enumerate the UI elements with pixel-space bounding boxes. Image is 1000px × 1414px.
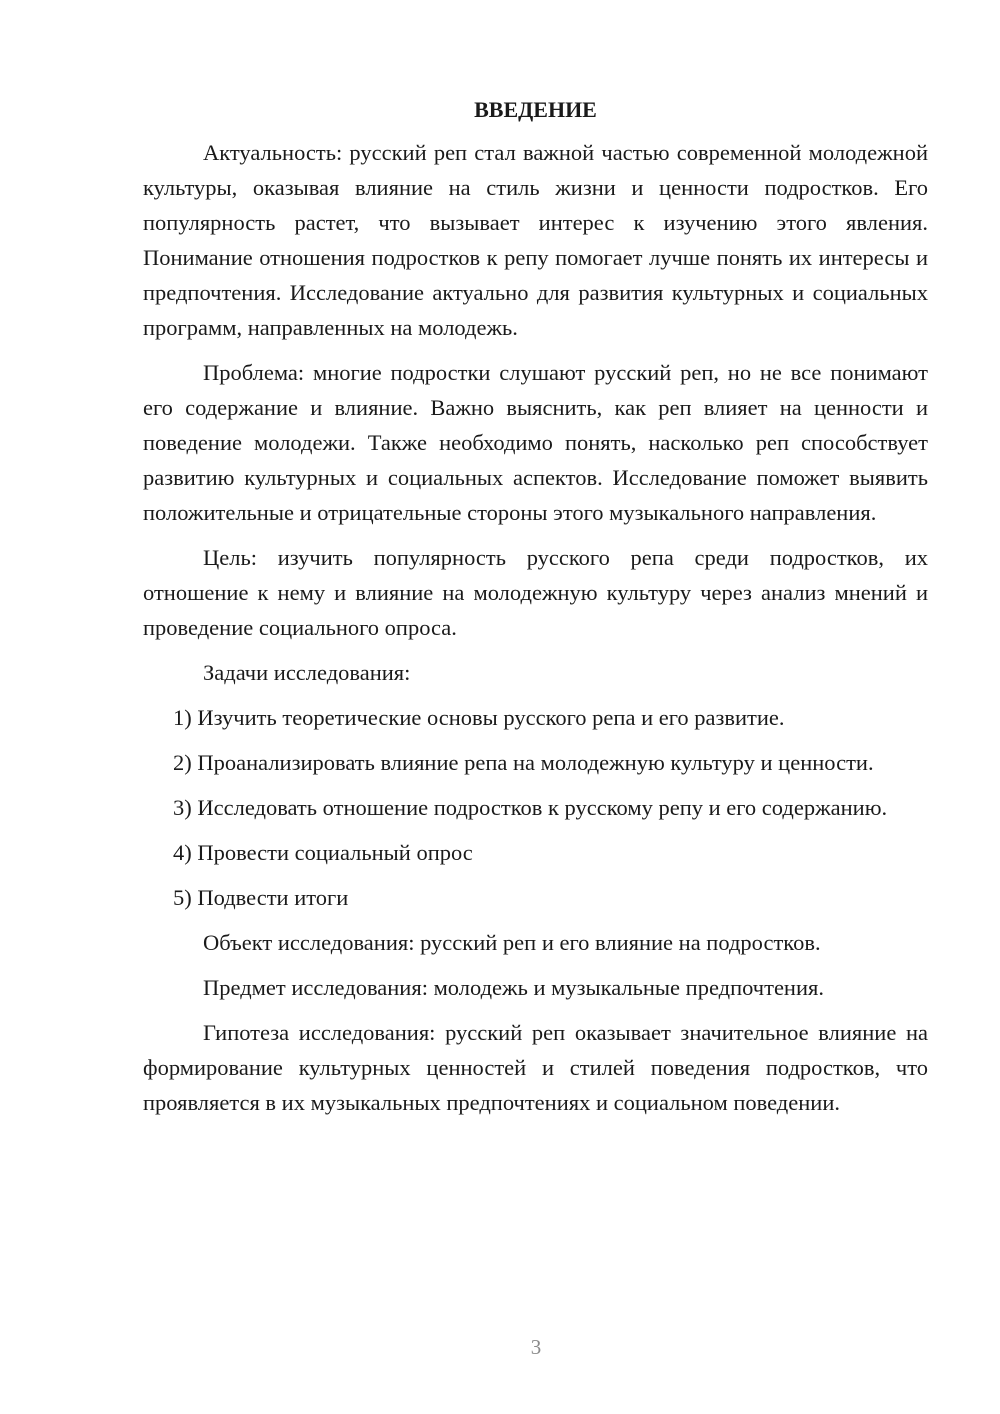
paragraph-object: Объект исследования: русский реп и его влияние на подростков. (203, 930, 821, 955)
paragraph-subject: Предмет исследования: молодежь и музыкальные предпочтения. (203, 975, 824, 1000)
section-heading: ВВЕДЕНИЕ (474, 97, 597, 122)
task-item-4: 4) Провести социальный опрос (173, 840, 473, 865)
task-item-5: 5) Подвести итоги (173, 885, 349, 910)
task-item-1: 1) Изучить теоретические основы русского репа и его развитие. (173, 705, 785, 730)
task-item-2: 2) Проанализировать влияние репа на молодежную культуру и ценности. (173, 750, 874, 775)
page-number: 3 (530, 1335, 542, 1359)
document-page (143, 95, 928, 1130)
paragraph-hypothesis: Гипотеза исследования: русский реп оказывает значительное влияние на формирование культурных ценностей и стилей поведения подростков, что проявляется в их музыкальных предпочтениях и социальном поведении. (143, 1020, 928, 1115)
tasks-intro: Задачи исследования: (203, 660, 411, 685)
paragraph-goal: Цель: изучить популярность русского репа среди подростков, их отношение к нему и влияние на молодежную культуру через анализ мнений и проведение социального опроса. (143, 545, 928, 640)
paragraph-problem: Проблема: многие подростки слушают русский реп, но не все понимают его содержание и влияние. Важно выяснить, как реп влияет на ценности и поведение молодежи. Также необходимо понять, насколько реп способствует развитию культурных и социальных аспектов. Исследование поможет выявить положительные и отрицательные стороны этого музыкального направления. (143, 360, 928, 525)
task-item-3: 3) Исследовать отношение подростков к русскому репу и его содержанию. (173, 795, 888, 820)
paragraph-relevance: Актуальность: русский реп стал важной частью современной молодежной культуры, оказывая влияние на стиль жизни и ценности подростков. Его популярность растет, что вызывает интерес к изучению этого явления. Понимание отношения подростков к репу помогает лучше понять их интересы и предпочтения. Исследование актуально для развития культурных и социальных программ, направленных на молодежь. (143, 140, 928, 340)
